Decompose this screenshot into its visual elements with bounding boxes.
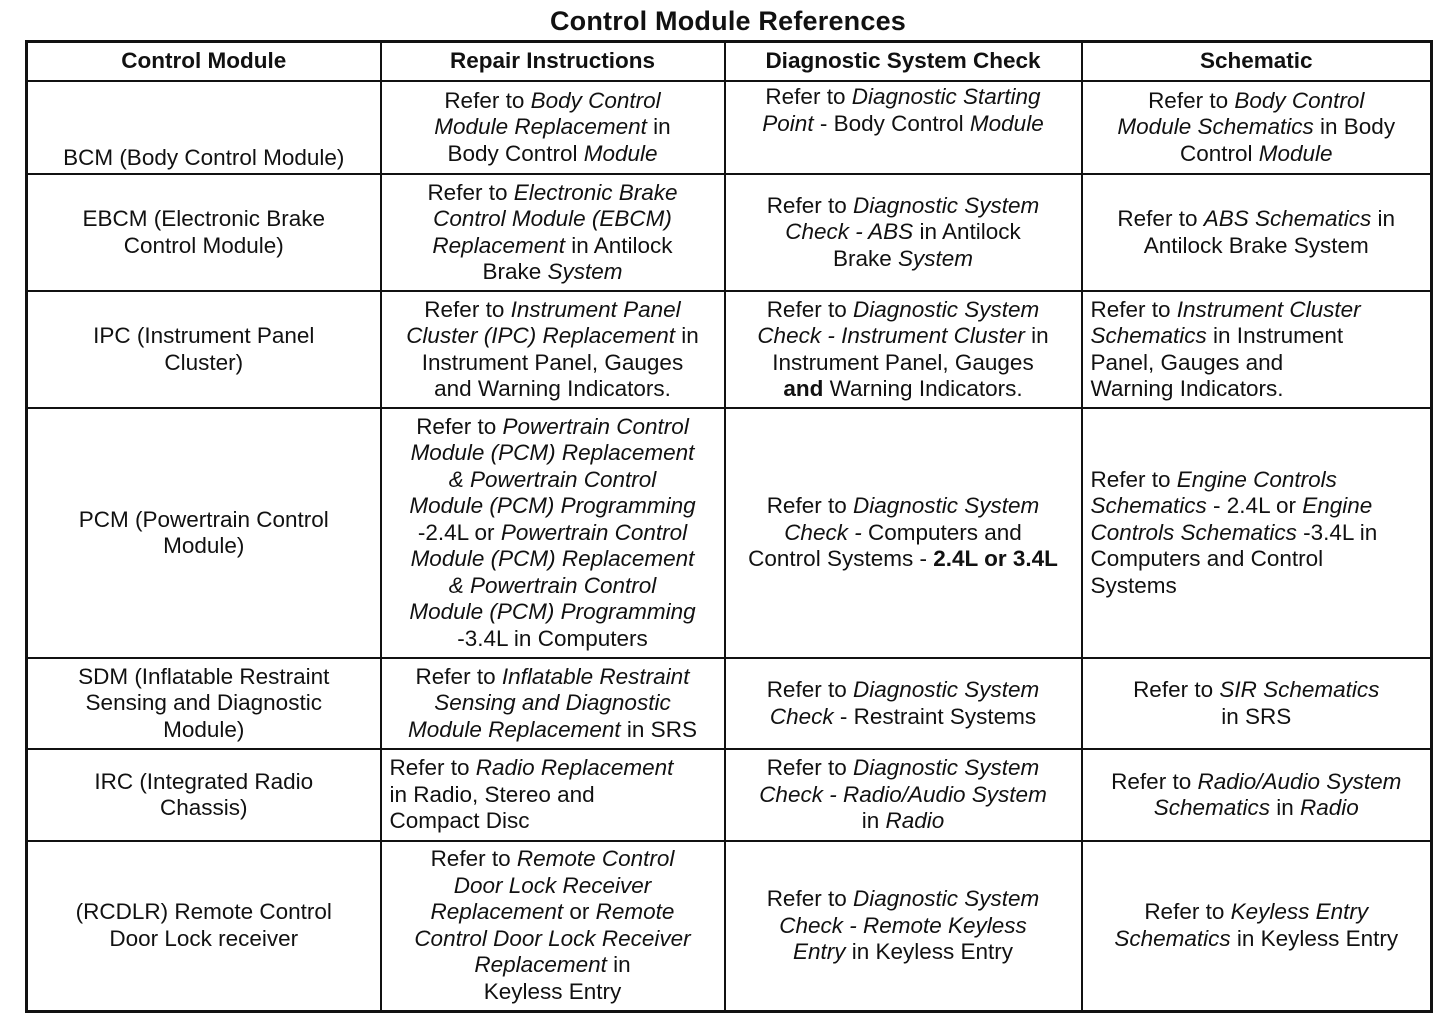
cell-module bbox=[27, 841, 381, 1011]
text-run: -2.4L or bbox=[417, 519, 501, 545]
cell-line: (RCDLR) Remote Control bbox=[75, 899, 332, 925]
cell-line: Chassis) bbox=[159, 795, 248, 820]
text-run: Refer to bbox=[1117, 206, 1204, 231]
cell-line bbox=[390, 350, 716, 377]
cell-schem bbox=[1082, 174, 1432, 291]
cell-line bbox=[390, 755, 716, 782]
text-run: in Antilock bbox=[913, 219, 1021, 245]
text-run: Warning Indicators. bbox=[1090, 376, 1284, 401]
text-run: & Powertrain Control bbox=[448, 572, 657, 598]
cell-line bbox=[1091, 899, 1423, 926]
text-run: Check - Instrument Cluster bbox=[757, 323, 1025, 348]
cell-line bbox=[734, 219, 1073, 246]
text-run: in bbox=[1024, 323, 1049, 348]
cell-diag bbox=[725, 174, 1082, 291]
cell-line bbox=[390, 546, 716, 573]
text-run: Systems bbox=[1090, 572, 1177, 598]
cell-line: Door Lock receiver bbox=[109, 925, 299, 951]
text-run: in Instrument bbox=[1206, 323, 1344, 348]
cell-line bbox=[390, 88, 716, 115]
cell-line bbox=[1091, 233, 1423, 260]
text-run: in bbox=[1371, 206, 1396, 231]
cell-repair bbox=[381, 841, 725, 1011]
text-run: Replacement bbox=[474, 952, 607, 978]
text-run: ABS Schematics bbox=[1203, 206, 1372, 231]
text-run: Controls Schematics bbox=[1090, 519, 1297, 545]
text-run: Brake bbox=[832, 245, 898, 271]
text-run: in bbox=[1269, 795, 1300, 820]
cell-module bbox=[27, 81, 381, 174]
text-run: Control Door Lock Receiver bbox=[414, 925, 691, 951]
text-run: Panel, Gauges and bbox=[1090, 349, 1284, 375]
cell-line bbox=[390, 782, 716, 809]
cell-line bbox=[390, 114, 716, 141]
text-run: Module Replacement bbox=[434, 114, 647, 140]
text-run: - Body Control bbox=[813, 110, 970, 136]
text-run: Schematics bbox=[1153, 795, 1270, 820]
text-run: Module Schematics bbox=[1117, 114, 1314, 140]
text-run: Diagnostic System bbox=[852, 296, 1040, 322]
text-run: Instrument Panel, Gauges bbox=[772, 349, 1034, 375]
text-run: Powertrain Control bbox=[500, 519, 688, 545]
table-row-pcm bbox=[27, 408, 1432, 658]
text-run: and Warning Indicators. bbox=[434, 376, 671, 401]
cell-line bbox=[390, 323, 716, 350]
cell-line bbox=[1091, 704, 1423, 731]
cell-module bbox=[27, 174, 381, 291]
cell-line bbox=[734, 782, 1073, 809]
cell-line bbox=[1091, 769, 1423, 796]
cell-line bbox=[390, 717, 716, 744]
text-run: Refer to bbox=[415, 663, 502, 689]
text-run: Diagnostic Starting bbox=[851, 84, 1041, 109]
text-run: and bbox=[783, 376, 824, 401]
cell-diag bbox=[725, 291, 1082, 408]
text-run: 2.4L or 3.4L bbox=[933, 546, 1058, 572]
cell-line: SDM (Inflatable Restraint bbox=[78, 663, 330, 689]
cell-repair bbox=[381, 291, 725, 408]
cell-line bbox=[734, 493, 1073, 520]
text-run: in Keyless Entry bbox=[1230, 925, 1399, 951]
cell-repair bbox=[381, 174, 725, 291]
cell-line bbox=[734, 808, 1073, 835]
text-run: Radio Replacement bbox=[475, 755, 674, 781]
text-run: -3.4L in Computers bbox=[457, 625, 648, 651]
text-run: -3.4L in bbox=[1296, 519, 1378, 545]
text-run: Diagnostic System bbox=[852, 493, 1040, 519]
table-row-irc bbox=[27, 749, 1432, 841]
cell-line bbox=[390, 376, 716, 403]
text-run: Entry bbox=[792, 939, 846, 964]
text-run: Body Control bbox=[1234, 87, 1365, 113]
cell-line bbox=[734, 677, 1073, 704]
cell-line bbox=[390, 180, 716, 207]
cell-line bbox=[1091, 677, 1423, 704]
cell-line bbox=[390, 573, 716, 600]
text-run: Control Module (EBCM) bbox=[433, 206, 672, 231]
text-run: Refer to bbox=[1090, 296, 1177, 322]
text-run: Refer to bbox=[766, 493, 853, 519]
text-run: SIR Schematics bbox=[1219, 677, 1380, 702]
cell-line: PCM (Powertrain Control bbox=[78, 506, 329, 532]
header-diagnostic-system-check: Diagnostic System Check bbox=[725, 42, 1082, 82]
text-run: Refer to bbox=[444, 87, 531, 113]
text-run: Refer to bbox=[766, 296, 853, 322]
text-run: Door Lock Receiver bbox=[453, 872, 652, 898]
text-run: - 2.4L or bbox=[1206, 493, 1303, 519]
cell-diag bbox=[725, 749, 1082, 841]
cell-line bbox=[390, 626, 716, 653]
text-run: Engine bbox=[1302, 493, 1373, 519]
cell-line bbox=[734, 84, 1073, 111]
cell-line bbox=[1091, 520, 1423, 547]
text-run: Computers and bbox=[867, 519, 1022, 545]
header-repair-instructions: Repair Instructions bbox=[381, 42, 725, 82]
text-run: Refer to bbox=[1133, 677, 1220, 702]
text-run: Remote bbox=[595, 899, 675, 925]
cell-line bbox=[734, 755, 1073, 782]
text-run: Check - Radio/Audio System bbox=[759, 781, 1047, 807]
text-run: in bbox=[675, 323, 699, 348]
text-run: Engine Controls bbox=[1176, 466, 1337, 492]
text-run: Schematics bbox=[1114, 925, 1231, 951]
text-run: Keyless Entry bbox=[483, 978, 622, 1004]
text-run: in bbox=[861, 808, 886, 834]
text-run: Check - Remote Keyless bbox=[779, 912, 1027, 938]
text-run: Module bbox=[969, 110, 1044, 136]
text-run: - Restraint Systems bbox=[833, 703, 1037, 729]
cell-line bbox=[390, 952, 716, 979]
text-run: Control Systems - bbox=[748, 546, 934, 572]
text-run: Electronic Brake bbox=[513, 179, 678, 205]
cell-line bbox=[390, 664, 716, 691]
text-run: Point bbox=[762, 110, 814, 136]
cell-diag bbox=[725, 408, 1082, 658]
table-header-row bbox=[27, 42, 1432, 82]
cell-line bbox=[734, 704, 1073, 731]
cell-line bbox=[390, 141, 716, 168]
cell-module bbox=[27, 408, 381, 658]
text-run: Refer to bbox=[1111, 768, 1198, 794]
text-run: Inflatable Restraint bbox=[501, 663, 690, 689]
cell-line bbox=[734, 376, 1073, 403]
cell-line bbox=[390, 520, 716, 547]
cell-line bbox=[390, 599, 716, 626]
text-run: Replacement bbox=[432, 232, 565, 258]
text-run: Module (PCM) Programming bbox=[409, 493, 696, 519]
table-row-ipc bbox=[27, 291, 1432, 408]
cell-line bbox=[390, 873, 716, 900]
cell-line bbox=[1091, 546, 1423, 573]
table-row-ebcm bbox=[27, 174, 1432, 291]
cell-module bbox=[27, 749, 381, 841]
text-run: System bbox=[547, 259, 623, 284]
text-run: Antilock Brake System bbox=[1143, 232, 1369, 258]
text-run: Refer to bbox=[766, 755, 853, 781]
cell-line bbox=[390, 979, 716, 1006]
cell-line bbox=[734, 913, 1073, 940]
cell-line bbox=[1091, 141, 1423, 168]
cell-repair bbox=[381, 81, 725, 174]
header-control-module: Control Module bbox=[27, 42, 381, 82]
cell-repair bbox=[381, 408, 725, 658]
cell-line: IRC (Integrated Radio bbox=[94, 768, 314, 794]
text-run: Refer to bbox=[427, 179, 514, 205]
cell-line bbox=[1091, 350, 1423, 377]
cell-line: Module) bbox=[163, 533, 245, 558]
cell-line: Cluster) bbox=[164, 349, 244, 375]
text-run: Check bbox=[769, 703, 834, 729]
cell-line bbox=[1091, 573, 1423, 600]
text-run: Keyless Entry bbox=[1230, 899, 1369, 925]
text-run: Diagnostic System bbox=[852, 677, 1040, 702]
text-run: Refer to bbox=[389, 755, 476, 781]
cell-line bbox=[1091, 88, 1423, 115]
control-module-table bbox=[25, 40, 1433, 1013]
text-run: in Body bbox=[1313, 114, 1396, 140]
cell-line bbox=[734, 546, 1073, 573]
text-run: Schematics bbox=[1090, 323, 1207, 348]
cell-line: BCM (Body Control Module) bbox=[63, 144, 345, 170]
text-run: Replacement bbox=[430, 899, 564, 925]
cell-line bbox=[734, 323, 1073, 350]
cell-line bbox=[734, 111, 1073, 138]
text-run: Radio bbox=[885, 808, 945, 834]
cell-line bbox=[390, 259, 716, 286]
cell-line bbox=[390, 233, 716, 260]
text-run: Radio/Audio System bbox=[1197, 768, 1402, 794]
cell-line bbox=[390, 926, 716, 953]
cell-line bbox=[390, 414, 716, 441]
cell-line: Module) bbox=[163, 716, 245, 742]
cell-line bbox=[390, 808, 716, 835]
cell-repair bbox=[381, 749, 725, 841]
text-run: Body Control bbox=[447, 140, 584, 166]
text-run: Instrument Cluster bbox=[1176, 296, 1361, 322]
cell-module bbox=[27, 291, 381, 408]
text-run: Module (PCM) Programming bbox=[409, 599, 696, 625]
text-run: Diagnostic System bbox=[852, 755, 1040, 781]
cell-module bbox=[27, 658, 381, 749]
text-run: Module (PCM) Replacement bbox=[410, 546, 695, 572]
text-run: in Radio, Stereo and bbox=[389, 781, 595, 807]
cell-line bbox=[1091, 493, 1423, 520]
text-run: Computers and Control bbox=[1090, 546, 1324, 572]
text-run: Refer to bbox=[766, 677, 853, 702]
text-run: Check - ABS bbox=[785, 219, 914, 245]
text-run: Diagnostic System bbox=[852, 886, 1040, 911]
cell-line bbox=[734, 193, 1073, 220]
text-run: Brake bbox=[482, 259, 548, 284]
cell-line bbox=[390, 493, 716, 520]
text-run: Module bbox=[1258, 140, 1333, 166]
text-run: Refer to bbox=[1090, 466, 1177, 492]
cell-line: Control Module) bbox=[123, 232, 284, 258]
text-run: Refer to bbox=[424, 296, 511, 322]
text-run: in bbox=[646, 114, 671, 140]
text-run: Schematics bbox=[1090, 493, 1207, 519]
text-run: in SRS bbox=[620, 716, 697, 742]
text-run: Refer to bbox=[416, 413, 503, 439]
cell-schem bbox=[1082, 749, 1432, 841]
header-schematic: Schematic bbox=[1082, 42, 1432, 82]
text-run: in bbox=[606, 952, 631, 978]
text-run: Module bbox=[583, 140, 658, 166]
table-row-bcm bbox=[27, 81, 1432, 174]
cell-line bbox=[390, 206, 716, 233]
page-title: Control Module References bbox=[549, 6, 907, 36]
cell-line bbox=[390, 297, 716, 324]
text-run: in Keyless Entry bbox=[845, 939, 1014, 964]
cell-schem bbox=[1082, 408, 1432, 658]
cell-line bbox=[734, 886, 1073, 913]
cell-schem bbox=[1082, 841, 1432, 1011]
table-row-sdm bbox=[27, 658, 1432, 749]
text-run: Diagnostic System bbox=[852, 192, 1040, 218]
text-run: or bbox=[563, 899, 596, 925]
text-run: Instrument Panel, Gauges bbox=[421, 349, 684, 375]
text-run: System bbox=[898, 245, 974, 271]
cell-line bbox=[1091, 297, 1423, 324]
text-run: Warning Indicators. bbox=[823, 376, 1023, 401]
text-run: Cluster (IPC) Replacement bbox=[406, 323, 676, 348]
cell-line bbox=[734, 246, 1073, 273]
text-run: Remote Control bbox=[516, 846, 675, 872]
text-run: Sensing and Diagnostic bbox=[434, 690, 671, 716]
cell-line bbox=[390, 690, 716, 717]
cell-line bbox=[390, 899, 716, 926]
cell-diag bbox=[725, 841, 1082, 1011]
cell-line bbox=[1091, 376, 1423, 403]
text-run: & Powertrain Control bbox=[448, 466, 657, 492]
cell-line bbox=[734, 297, 1073, 324]
text-run: Refer to bbox=[1144, 899, 1231, 925]
cell-repair bbox=[381, 658, 725, 749]
text-run: in Antilock bbox=[565, 232, 673, 258]
cell-diag bbox=[725, 658, 1082, 749]
cell-schem bbox=[1082, 81, 1432, 174]
cell-line bbox=[1091, 323, 1423, 350]
cell-schem bbox=[1082, 658, 1432, 749]
text-run: Instrument Panel bbox=[510, 296, 681, 322]
cell-line: Sensing and Diagnostic bbox=[85, 690, 322, 716]
text-run: Powertrain Control bbox=[502, 413, 689, 439]
cell-line bbox=[734, 939, 1073, 966]
text-run: Module (PCM) Replacement bbox=[410, 440, 695, 466]
cell-line bbox=[1091, 467, 1423, 494]
cell-line bbox=[1091, 795, 1423, 822]
text-run: Refer to bbox=[766, 886, 853, 911]
text-run: Radio bbox=[1300, 795, 1359, 820]
cell-line bbox=[1091, 114, 1423, 141]
cell-line bbox=[734, 520, 1073, 547]
cell-line: IPC (Instrument Panel bbox=[93, 323, 315, 348]
text-run: Refer to bbox=[765, 84, 852, 109]
text-run: Refer to bbox=[766, 192, 853, 218]
text-run: Check - bbox=[784, 519, 868, 545]
text-run: Body Control bbox=[530, 87, 661, 113]
cell-line bbox=[1091, 926, 1423, 953]
text-run: Module Replacement bbox=[408, 716, 621, 742]
cell-schem bbox=[1082, 291, 1432, 408]
table-row-rcdlr bbox=[27, 841, 1432, 1011]
cell-line bbox=[390, 440, 716, 467]
text-run: Refer to bbox=[430, 846, 517, 872]
text-run: in SRS bbox=[1221, 703, 1292, 729]
cell-line bbox=[390, 846, 716, 873]
cell-line: EBCM (Electronic Brake bbox=[82, 206, 326, 231]
cell-line bbox=[734, 350, 1073, 377]
text-run: Control bbox=[1179, 140, 1259, 166]
cell-line bbox=[390, 467, 716, 494]
cell-line bbox=[1091, 206, 1423, 233]
cell-diag bbox=[725, 81, 1082, 174]
text-run: Refer to bbox=[1148, 87, 1235, 113]
text-run: Compact Disc bbox=[389, 808, 530, 834]
